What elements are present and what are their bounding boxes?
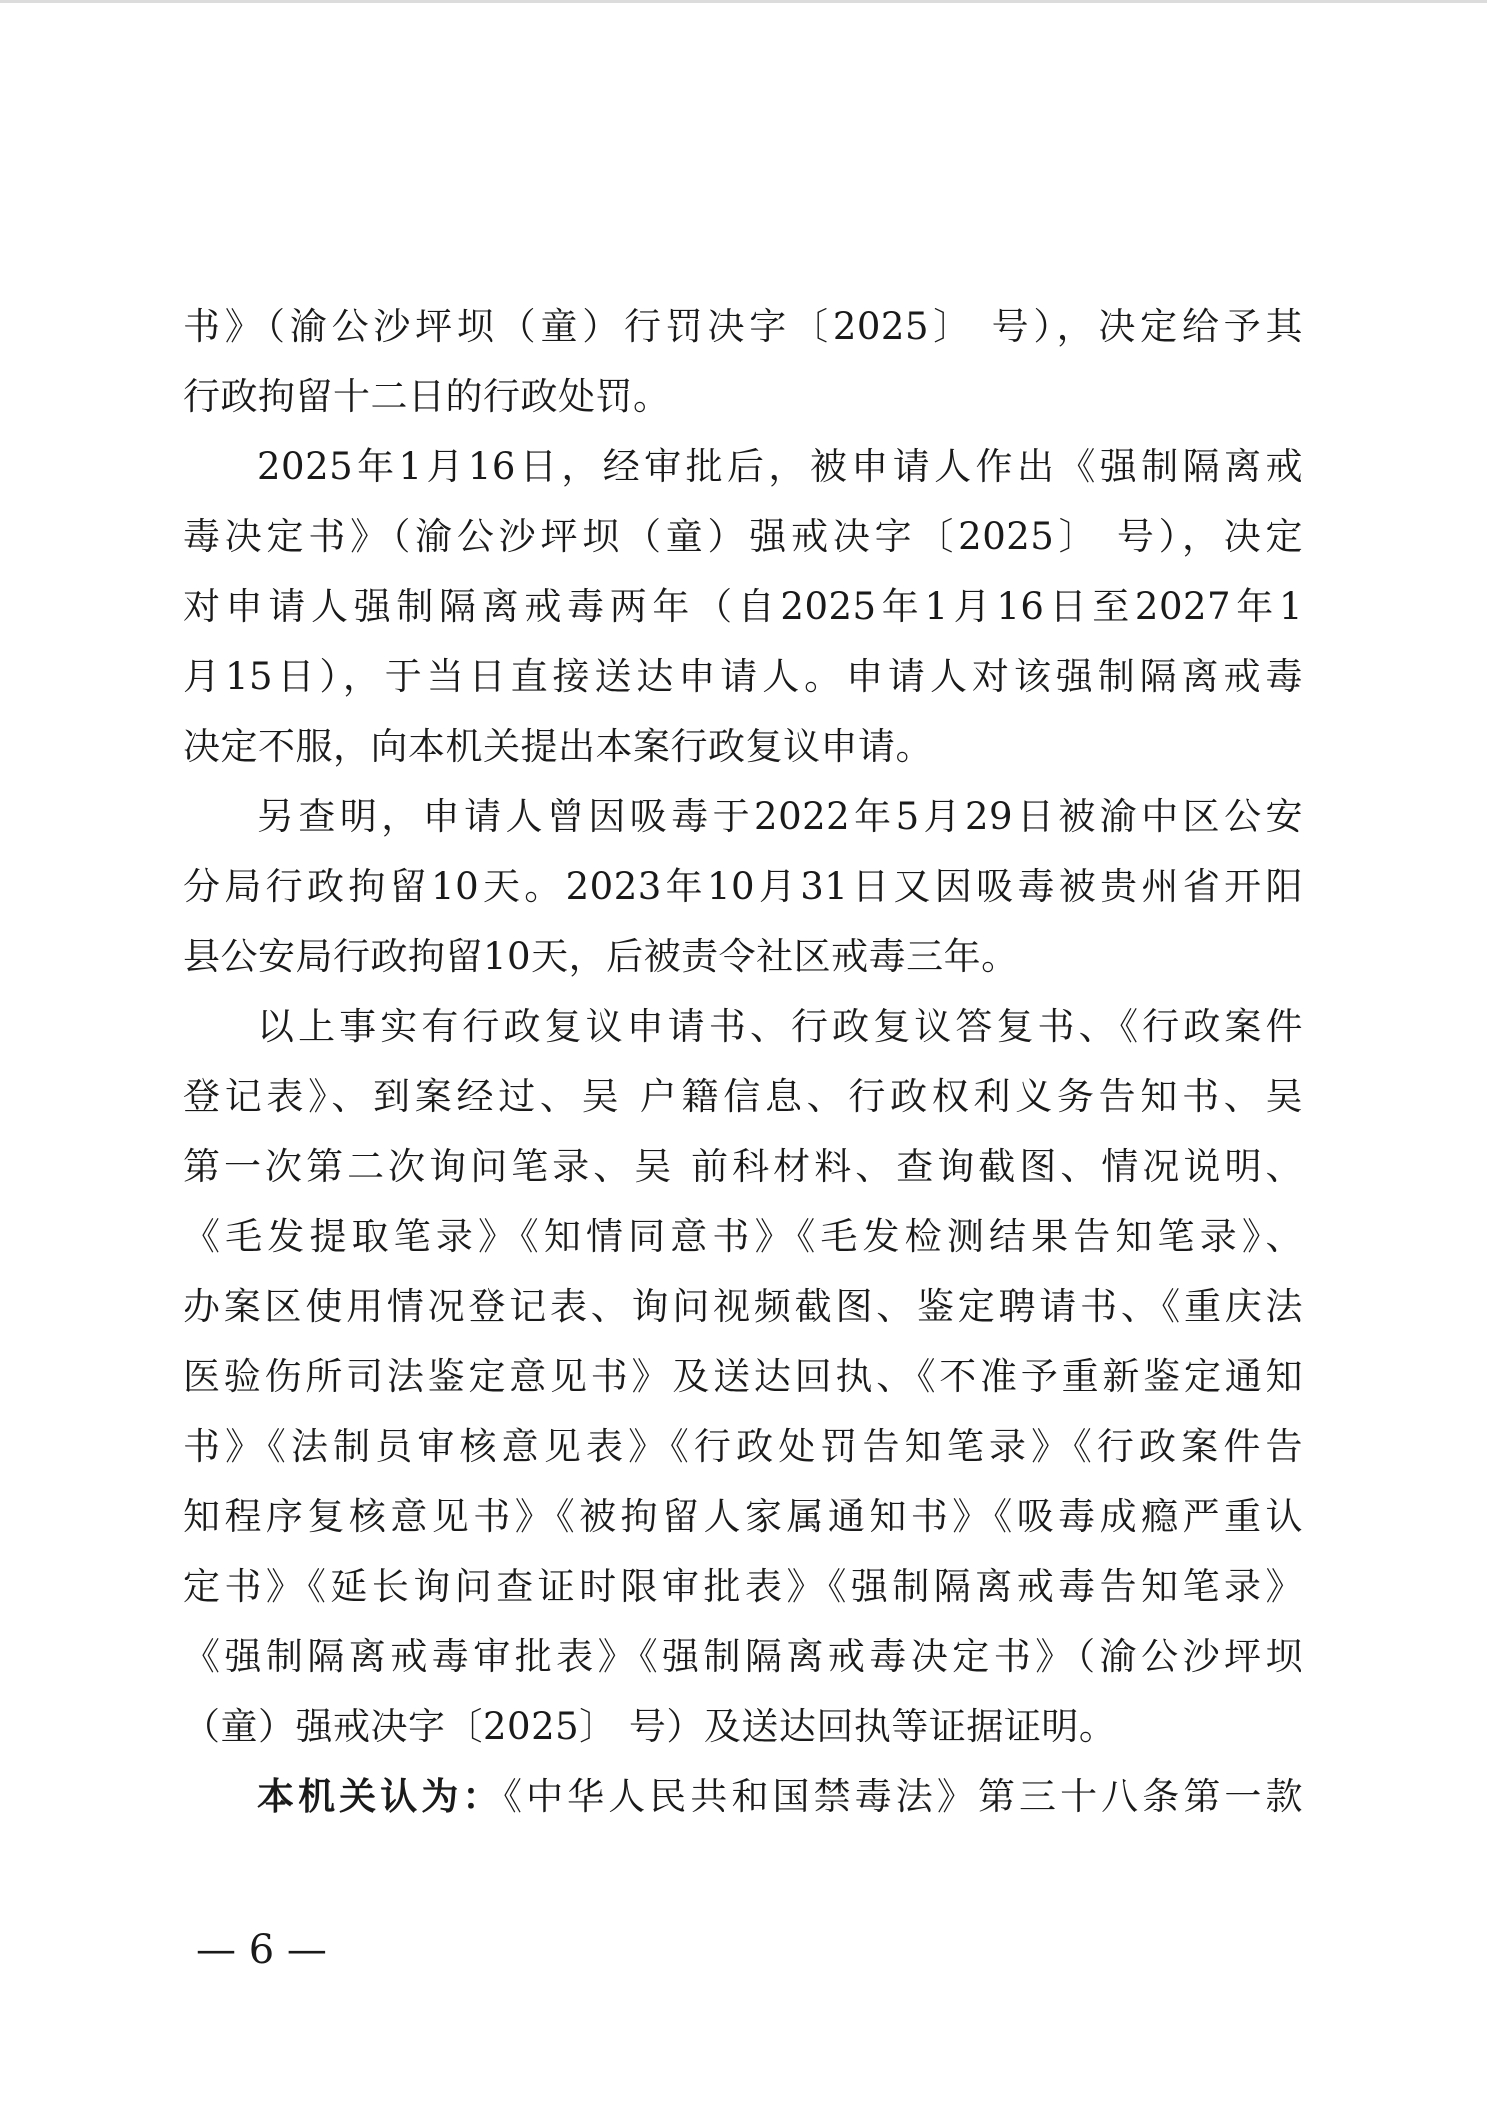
text-line: 知程序复核意见书》《被拘留人家属通知书》《吸毒成瘾严重认 <box>183 1495 1303 1538</box>
page-number: — 6 — <box>196 1927 327 1973</box>
text-line: 另查明，申请人曾因吸毒于2022年5月29日被渝中区公安 <box>257 795 1303 838</box>
text-line: 定书》《延长询问查证时限审批表》《强制隔离戒毒告知笔录》 <box>183 1565 1303 1608</box>
text-line: 县公安局行政拘留10天，后被责令社区戒毒三年。 <box>183 935 1019 978</box>
text-line: 《毛发提取笔录》《知情同意书》《毛发检测结果告知笔录》、 <box>183 1215 1303 1258</box>
text-line: 2025年1月16日，经审批后，被申请人作出《强制隔离戒 <box>257 445 1303 488</box>
text-line: 书》（渝公沙坪坝（童）行罚决字〔2025〕 号），决定给予其 <box>183 305 1303 348</box>
final-line-text: 《中华人民共和国禁毒法》第三十八条第一款 <box>503 1775 1304 1818</box>
text-line: 以上事实有行政复议申请书、行政复议答复书、《行政案件 <box>257 1005 1303 1048</box>
text-line: 办案区使用情况登记表、询问视频截图、鉴定聘请书、《重庆法 <box>183 1285 1303 1328</box>
text-line: 分局行政拘留10天。2023年10月31日又因吸毒被贵州省开阳 <box>183 865 1303 908</box>
text-line: 《强制隔离戒毒审批表》《强制隔离戒毒决定书》（渝公沙坪坝 <box>183 1635 1303 1678</box>
text-line: （童）强戒决字〔2025〕 号）及送达回执等证据证明。 <box>183 1705 1117 1748</box>
text-line: 毒决定书》（渝公沙坪坝（童）强戒决字〔2025〕 号），决定 <box>183 515 1303 558</box>
text-line: 行政拘留十二日的行政处罚。 <box>183 375 671 418</box>
scan-top-edge <box>0 0 1487 3</box>
text-line: 月15日），于当日直接送达申请人。申请人对该强制隔离戒毒 <box>183 655 1303 698</box>
text-line: 第一次第二次询问笔录、吴 前科材料、查询截图、情况说明、 <box>183 1145 1303 1188</box>
text-line: 书》《法制员审核意见表》《行政处罚告知笔录》《行政案件告 <box>183 1425 1303 1468</box>
document-body <box>183 292 1303 1832</box>
text-line: 医验伤所司法鉴定意见书》及送达回执、《不准予重新鉴定通知 <box>183 1355 1303 1398</box>
bold-lead-in: 本机关认为： <box>257 1775 504 1818</box>
text-line: 登记表》、到案经过、吴 户籍信息、行政权利义务告知书、吴 <box>183 1075 1303 1118</box>
text-line: 对申请人强制隔离戒毒两年（自2025年1月16日至2027年1 <box>183 585 1303 628</box>
text-line: 决定不服，向本机关提出本案行政复议申请。 <box>183 725 933 768</box>
text-line-final <box>183 1762 1303 1832</box>
